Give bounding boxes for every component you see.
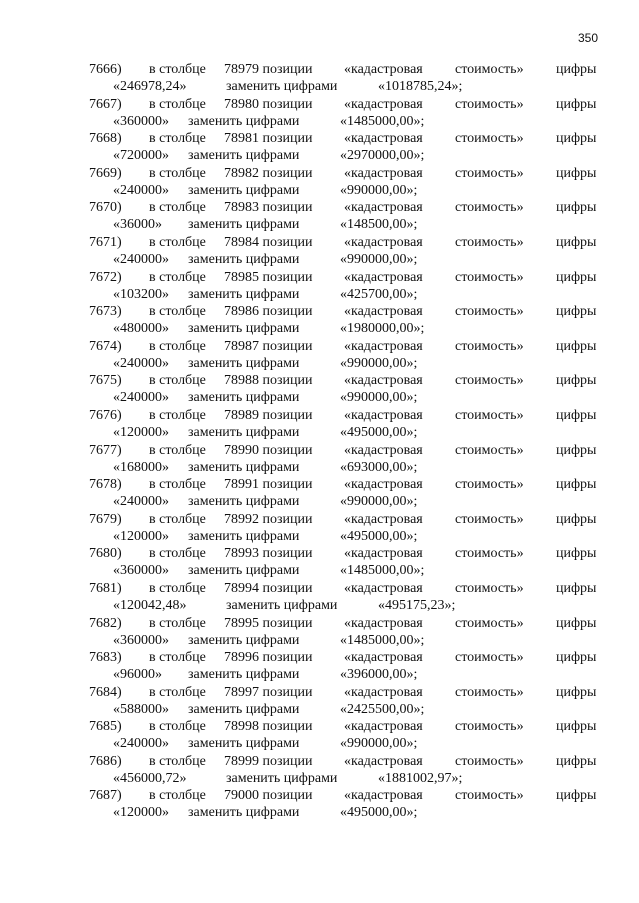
kadastr-word: «кадастровая xyxy=(344,407,423,423)
position-word: позиции xyxy=(259,407,313,423)
replace-phrase: заменить цифрами xyxy=(226,79,338,94)
position-word: позиции xyxy=(259,234,313,250)
position-code: 78983 позиции xyxy=(224,200,313,216)
amendment-item xyxy=(0,165,639,200)
amendment-item xyxy=(0,61,639,96)
kadastr-word: «кадастровая xyxy=(344,62,423,77)
tsifry-word: цифры xyxy=(556,684,597,700)
tsifry-word: цифры xyxy=(556,407,597,423)
item-number: 7668) xyxy=(89,131,122,147)
replace-phrase: заменить цифрами xyxy=(188,667,300,683)
position-word: позиции xyxy=(259,62,313,77)
kadastr-word: «кадастровая xyxy=(344,131,423,147)
kadastr-word: «кадастровая xyxy=(344,511,423,527)
stoimost-word: стоимость» xyxy=(455,131,524,147)
kadastr-word: «кадастровая xyxy=(344,650,423,666)
old-value: «456000,72» xyxy=(113,770,187,786)
stoimost-word: стоимость» xyxy=(455,96,524,112)
stoimost-word: стоимость» xyxy=(455,753,524,769)
item-number: 7670) xyxy=(89,200,122,216)
position-code: 78984 позиции xyxy=(224,234,313,250)
column-word: в столбце xyxy=(149,511,206,527)
position-word: позиции xyxy=(259,96,313,112)
stoimost-word: стоимость» xyxy=(455,684,524,700)
amendment-item xyxy=(0,580,639,615)
replace-phrase: заменить цифрами xyxy=(188,286,300,302)
old-value: «103200» xyxy=(113,286,169,302)
new-value: «1881002,97»; xyxy=(378,770,463,786)
old-value: «360000» xyxy=(113,113,169,129)
page-number: 350 xyxy=(578,31,599,45)
position-code: 78989 позиции xyxy=(224,407,313,423)
stoimost-word: стоимость» xyxy=(455,304,524,320)
new-value: «990000,00»; xyxy=(340,355,418,371)
item-number: 7681) xyxy=(89,580,122,596)
stoimost-word: стоимость» xyxy=(455,650,524,666)
replace-phrase: заменить цифрами xyxy=(188,459,300,475)
old-value: «240000» xyxy=(113,390,169,406)
old-value: «240000» xyxy=(113,494,169,510)
replace-phrase: заменить цифрами xyxy=(188,113,300,129)
position-code: 78997 позиции xyxy=(224,684,313,700)
stoimost-word: стоимость» xyxy=(455,511,524,527)
tsifry-word: цифры xyxy=(556,719,597,735)
column-word: в столбце xyxy=(149,269,206,285)
position-code: 78994 позиции xyxy=(224,580,313,596)
kadastr-word: «кадастровая xyxy=(344,442,423,458)
old-value: «120042,48» xyxy=(113,597,187,613)
kadastr-word: «кадастровая xyxy=(344,615,423,631)
new-value: «2425500,00»; xyxy=(340,701,425,717)
position-word: позиции xyxy=(259,684,313,700)
item-number: 7682) xyxy=(89,615,122,631)
stoimost-word: стоимость» xyxy=(455,165,524,181)
tsifry-word: цифры xyxy=(556,338,597,354)
tsifry-word: цифры xyxy=(556,788,597,804)
amendment-item xyxy=(0,545,639,580)
item-number: 7687) xyxy=(89,788,122,804)
old-value: «240000» xyxy=(113,736,169,752)
new-value: «396000,00»; xyxy=(340,667,418,683)
replace-phrase: заменить цифрами xyxy=(188,321,300,337)
column-word: в столбце xyxy=(149,753,206,769)
tsifry-word: цифры xyxy=(556,131,597,147)
replace-phrase: заменить цифрами xyxy=(226,597,338,613)
position-code: 78992 позиции xyxy=(224,511,313,527)
item-number: 7685) xyxy=(89,719,122,735)
amendment-item xyxy=(0,684,639,719)
position-code: 78996 позиции xyxy=(224,650,313,666)
stoimost-word: стоимость» xyxy=(455,373,524,389)
column-word: в столбце xyxy=(149,650,206,666)
item-number: 7686) xyxy=(89,753,122,769)
column-word: в столбце xyxy=(149,234,206,250)
replace-phrase: заменить цифрами xyxy=(188,355,300,371)
amendment-item xyxy=(0,718,639,753)
column-word: в столбце xyxy=(149,165,206,181)
position-code: 78988 позиции xyxy=(224,373,313,389)
position-word: позиции xyxy=(259,719,313,735)
item-number: 7669) xyxy=(89,165,122,181)
new-value: «425700,00»; xyxy=(340,286,418,302)
old-value: «240000» xyxy=(113,355,169,371)
amendment-item xyxy=(0,615,639,650)
position-code: 78987 позиции xyxy=(224,338,313,354)
kadastr-word: «кадастровая xyxy=(344,788,423,804)
replace-phrase: заменить цифрами xyxy=(188,251,300,267)
column-word: в столбце xyxy=(149,407,206,423)
replace-phrase: заменить цифрами xyxy=(188,736,300,752)
new-value: «495175,23»; xyxy=(378,597,456,613)
item-number: 7671) xyxy=(89,234,122,250)
replace-phrase: заменить цифрами xyxy=(188,563,300,579)
kadastr-word: «кадастровая xyxy=(344,338,423,354)
position-word: позиции xyxy=(259,338,313,354)
old-value: «36000» xyxy=(113,217,162,233)
amendment-item xyxy=(0,199,639,234)
new-value: «495000,00»; xyxy=(340,528,418,544)
position-word: позиции xyxy=(259,165,313,181)
amendment-list xyxy=(0,61,639,822)
new-value: «990000,00»; xyxy=(340,390,418,406)
kadastr-word: «кадастровая xyxy=(344,684,423,700)
item-number: 7677) xyxy=(89,442,122,458)
kadastr-word: «кадастровая xyxy=(344,719,423,735)
new-value: «1485000,00»; xyxy=(340,563,425,579)
old-value: «360000» xyxy=(113,563,169,579)
new-value: «990000,00»; xyxy=(340,251,418,267)
amendment-item xyxy=(0,442,639,477)
old-value: «720000» xyxy=(113,148,169,164)
old-value: «360000» xyxy=(113,632,169,648)
amendment-item xyxy=(0,372,639,407)
kadastr-word: «кадастровая xyxy=(344,580,423,596)
stoimost-word: стоимость» xyxy=(455,407,524,423)
position-word: позиции xyxy=(259,477,313,493)
new-value: «495000,00»; xyxy=(340,805,418,821)
position-code: 78982 позиции xyxy=(224,165,313,181)
stoimost-word: стоимость» xyxy=(455,200,524,216)
item-number: 7678) xyxy=(89,477,122,493)
amendment-item xyxy=(0,476,639,511)
stoimost-word: стоимость» xyxy=(455,269,524,285)
tsifry-word: цифры xyxy=(556,580,597,596)
column-word: в столбце xyxy=(149,304,206,320)
tsifry-word: цифры xyxy=(556,442,597,458)
new-value: «693000,00»; xyxy=(340,459,418,475)
position-word: позиции xyxy=(259,373,313,389)
position-word: позиции xyxy=(259,788,313,804)
column-word: в столбце xyxy=(149,131,206,147)
old-value: «120000» xyxy=(113,424,169,440)
item-number: 7674) xyxy=(89,338,122,354)
old-value: «240000» xyxy=(113,182,169,198)
tsifry-word: цифры xyxy=(556,269,597,285)
kadastr-word: «кадастровая xyxy=(344,269,423,285)
amendment-item xyxy=(0,303,639,338)
column-word: в столбце xyxy=(149,719,206,735)
old-value: «246978,24» xyxy=(113,79,187,94)
item-number: 7673) xyxy=(89,304,122,320)
amendment-item xyxy=(0,96,639,131)
new-value: «990000,00»; xyxy=(340,494,418,510)
replace-phrase: заменить цифрами xyxy=(188,632,300,648)
position-code: 78993 позиции xyxy=(224,546,313,562)
amendment-item xyxy=(0,130,639,165)
stoimost-word: стоимость» xyxy=(455,788,524,804)
replace-phrase: заменить цифрами xyxy=(188,182,300,198)
column-word: в столбце xyxy=(149,580,206,596)
position-word: позиции xyxy=(259,200,313,216)
kadastr-word: «кадастровая xyxy=(344,165,423,181)
kadastr-word: «кадастровая xyxy=(344,234,423,250)
replace-phrase: заменить цифрами xyxy=(226,770,338,786)
old-value: «96000» xyxy=(113,667,162,683)
position-word: позиции xyxy=(259,753,313,769)
column-word: в столбце xyxy=(149,373,206,389)
item-number: 7679) xyxy=(89,511,122,527)
stoimost-word: стоимость» xyxy=(455,580,524,596)
position-word: позиции xyxy=(259,304,313,320)
kadastr-word: «кадастровая xyxy=(344,373,423,389)
kadastr-word: «кадастровая xyxy=(344,753,423,769)
replace-phrase: заменить цифрами xyxy=(188,148,300,164)
amendment-item xyxy=(0,649,639,684)
kadastr-word: «кадастровая xyxy=(344,200,423,216)
tsifry-word: цифры xyxy=(556,650,597,666)
position-code: 78980 позиции xyxy=(224,96,313,112)
amendment-item xyxy=(0,787,639,822)
position-word: позиции xyxy=(259,546,313,562)
stoimost-word: стоимость» xyxy=(455,546,524,562)
column-word: в столбце xyxy=(149,546,206,562)
new-value: «1485000,00»; xyxy=(340,113,425,129)
tsifry-word: цифры xyxy=(556,546,597,562)
position-code: 78985 позиции xyxy=(224,269,313,285)
tsifry-word: цифры xyxy=(556,234,597,250)
replace-phrase: заменить цифрами xyxy=(188,424,300,440)
stoimost-word: стоимость» xyxy=(455,477,524,493)
position-word: позиции xyxy=(259,615,313,631)
position-code: 78991 позиции xyxy=(224,477,313,493)
position-word: позиции xyxy=(259,650,313,666)
column-word: в столбце xyxy=(149,62,206,77)
replace-phrase: заменить цифрами xyxy=(188,701,300,717)
position-code: 78995 позиции xyxy=(224,615,313,631)
new-value: «1980000,00»; xyxy=(340,321,425,337)
new-value: «990000,00»; xyxy=(340,736,418,752)
column-word: в столбце xyxy=(149,477,206,493)
kadastr-word: «кадастровая xyxy=(344,96,423,112)
amendment-item xyxy=(0,338,639,373)
position-word: позиции xyxy=(259,442,313,458)
position-code: 78990 позиции xyxy=(224,442,313,458)
item-number: 7676) xyxy=(89,407,122,423)
tsifry-word: цифры xyxy=(556,511,597,527)
replace-phrase: заменить цифрами xyxy=(188,217,300,233)
item-number: 7684) xyxy=(89,684,122,700)
stoimost-word: стоимость» xyxy=(455,62,524,77)
tsifry-word: цифры xyxy=(556,373,597,389)
item-number: 7672) xyxy=(89,269,122,285)
tsifry-word: цифры xyxy=(556,165,597,181)
replace-phrase: заменить цифрами xyxy=(188,390,300,406)
position-word: позиции xyxy=(259,511,313,527)
column-word: в столбце xyxy=(149,615,206,631)
position-code: 78999 позиции xyxy=(224,753,313,769)
replace-phrase: заменить цифрами xyxy=(188,494,300,510)
new-value: «148500,00»; xyxy=(340,217,418,233)
new-value: «495000,00»; xyxy=(340,424,418,440)
position-code: 78986 позиции xyxy=(224,304,313,320)
tsifry-word: цифры xyxy=(556,96,597,112)
item-number: 7666) xyxy=(89,62,122,77)
amendment-item xyxy=(0,511,639,546)
position-code: 78998 позиции xyxy=(224,719,313,735)
replace-phrase: заменить цифрами xyxy=(188,528,300,544)
column-word: в столбце xyxy=(149,338,206,354)
old-value: «588000» xyxy=(113,701,169,717)
kadastr-word: «кадастровая xyxy=(344,477,423,493)
column-word: в столбце xyxy=(149,200,206,216)
new-value: «2970000,00»; xyxy=(340,148,425,164)
item-number: 7675) xyxy=(89,373,122,389)
replace-phrase: заменить цифрами xyxy=(188,805,300,821)
item-number: 7683) xyxy=(89,650,122,666)
stoimost-word: стоимость» xyxy=(455,615,524,631)
position-code: 79000 позиции xyxy=(224,788,313,804)
stoimost-word: стоимость» xyxy=(455,234,524,250)
amendment-item xyxy=(0,234,639,269)
column-word: в столбце xyxy=(149,96,206,112)
position-word: позиции xyxy=(259,131,313,147)
item-number: 7667) xyxy=(89,96,122,112)
kadastr-word: «кадастровая xyxy=(344,304,423,320)
position-word: позиции xyxy=(259,269,313,285)
column-word: в столбце xyxy=(149,788,206,804)
old-value: «240000» xyxy=(113,251,169,267)
stoimost-word: стоимость» xyxy=(455,442,524,458)
position-code: 78981 позиции xyxy=(224,131,313,147)
column-word: в столбце xyxy=(149,442,206,458)
column-word: в столбце xyxy=(149,684,206,700)
stoimost-word: стоимость» xyxy=(455,338,524,354)
amendment-item xyxy=(0,407,639,442)
position-word: позиции xyxy=(259,580,313,596)
tsifry-word: цифры xyxy=(556,200,597,216)
tsifry-word: цифры xyxy=(556,477,597,493)
amendment-item xyxy=(0,269,639,304)
old-value: «480000» xyxy=(113,321,169,337)
tsifry-word: цифры xyxy=(556,62,597,77)
amendment-item xyxy=(0,753,639,788)
old-value: «120000» xyxy=(113,805,169,821)
stoimost-word: стоимость» xyxy=(455,719,524,735)
tsifry-word: цифры xyxy=(556,304,597,320)
old-value: «120000» xyxy=(113,528,169,544)
kadastr-word: «кадастровая xyxy=(344,546,423,562)
old-value: «168000» xyxy=(113,459,169,475)
item-number: 7680) xyxy=(89,546,122,562)
tsifry-word: цифры xyxy=(556,753,597,769)
new-value: «1018785,24»; xyxy=(378,79,463,94)
position-code: 78979 позиции xyxy=(224,62,313,77)
tsifry-word: цифры xyxy=(556,615,597,631)
new-value: «990000,00»; xyxy=(340,182,418,198)
new-value: «1485000,00»; xyxy=(340,632,425,648)
